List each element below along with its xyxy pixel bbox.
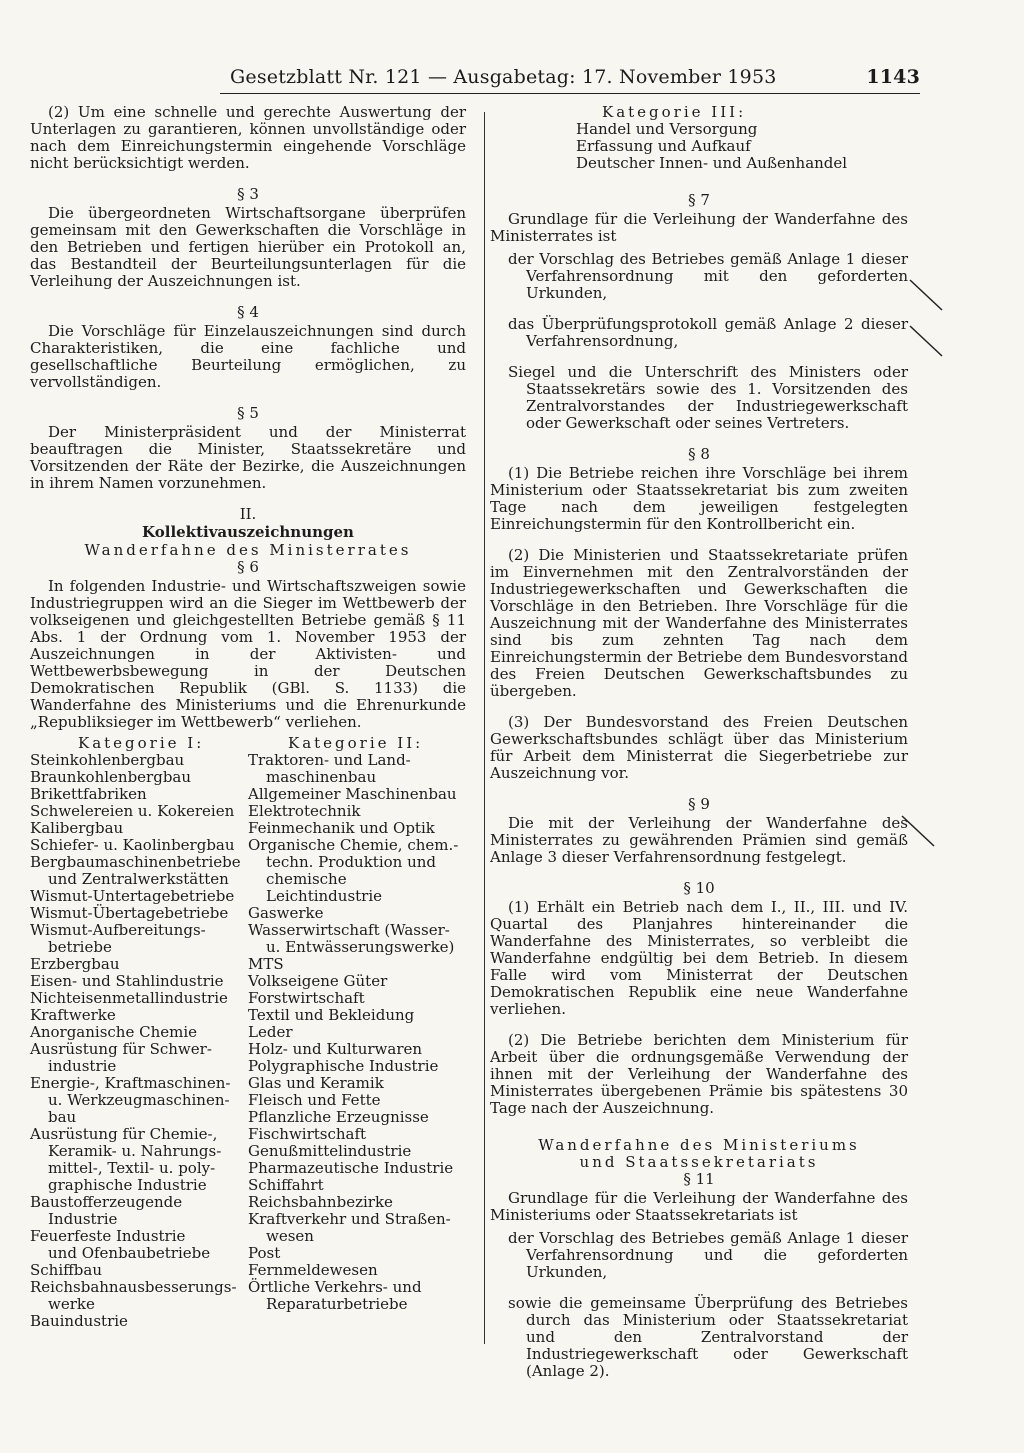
section-3-text: Die übergeordneten Wirtschaftsorgane überprüfen gemeinsam mit den Gewerkschaften die Vorschläge in den Betrieben und fertigen hierüber ein Protokoll an, das Bestandteil der Beurteilungsunterlagen für die Verleihung der Auszeichnungen ist.	[30, 204, 466, 290]
section-10-heading: § 10	[683, 879, 715, 897]
list-item: Kalibergbau	[30, 819, 124, 837]
list-item: u. Entwässerungswerke)	[266, 938, 455, 956]
list-item: chemische Leichtindustrie	[266, 870, 383, 905]
list-item: Siegel und die Unterschrift des Ministers oder Staatssekretärs sowie des 1. Vorsitzenden des Zentralvorstandes der Industriegewerkschaft oder Gewerkschaft oder seines Vertreters.	[508, 363, 908, 432]
list-item: Fleisch und Fette	[248, 1091, 381, 1109]
list-item: Wismut-Untertagebetriebe	[30, 887, 235, 905]
list-item: werke	[48, 1295, 95, 1313]
right-column	[490, 104, 908, 1394]
list-item: Erzbergbau	[30, 955, 120, 973]
wanderfahne-ministerium-line2: und Staatssekretariats	[579, 1153, 819, 1171]
section-6-heading: § 6	[237, 558, 259, 576]
list-item: Traktoren- und Land-	[248, 751, 411, 769]
section-8-p1: (1) Die Betriebe reichen ihre Vorschläge bei ihrem Ministerium oder Staatssekretariat bis zum zweiten Tage nach dem jeweiligen festgelegten Einreichungstermin für den Kontrollbericht ein.	[490, 464, 908, 533]
page-number: 1143	[866, 66, 920, 88]
list-item: u. Werkzeugmaschinen-	[48, 1091, 230, 1109]
list-item: Schiefer- u. Kaolinbergbau	[30, 836, 235, 854]
category-2-title: Kategorie II:	[288, 734, 424, 752]
list-item: Schwelereien u. Kokereien	[30, 802, 235, 820]
category-2-list	[248, 752, 466, 1313]
list-item: Reichsbahnausbesserungs-	[30, 1278, 237, 1296]
page-header	[230, 66, 920, 88]
list-item: der Vorschlag des Betriebes gemäß Anlage 1 dieser Verfahrensordnung mit den geforderten Urkunden,	[508, 250, 908, 302]
list-item: Volkseigene Güter	[248, 972, 388, 990]
section-6-text: In folgenden Industrie- und Wirtschaftszweigen sowie Industriegruppen wird an die Sieger im Wettbewerb der volkseigenen und gleichgestellten Betriebe gemäß § 11 Abs. 1 der Ordnung vom 1. November 1953 der Auszeichnungen in der Aktivisten- und Wettbewerbsbewegung in der Deutschen Demokratischen Republik (GBl. S. 1133) die Wanderfahne des Ministeriums und die Ehrenurkunde „Republiksieger im Wettbewerb“ verliehen.	[30, 577, 466, 731]
list-item: Glas und Keramik	[248, 1074, 384, 1092]
section-4-text: Die Vorschläge für Einzelauszeichnungen sind durch Charakteristiken, die eine fachliche und gesellschaftliche Beurteilung ermöglichen, zu vervollständigen.	[30, 322, 466, 391]
list-item: Textil und Bekleidung	[248, 1006, 415, 1024]
category-grid	[30, 735, 466, 1330]
section-8-p3: (3) Der Bundesvorstand des Freien Deutschen Gewerkschaftsbundes schlägt über das Ministerium für Arbeit dem Ministerrat die Siegerbetriebe zur Auszeichnung vor.	[490, 713, 908, 782]
section-10-p1: (1) Erhält ein Betrieb nach dem I., II., III. und IV. Quartal des Planjahres hintereinander die Wanderfahne des Ministerrates, so verbleibt die Wanderfahne endgültig bei dem Betrieb. In diesem Falle wird vom Ministerrat der Deutschen Demokratischen Republik eine neue Wanderfahne verliehen.	[490, 898, 908, 1018]
list-item: Energie-, Kraftmaschinen-	[30, 1074, 231, 1092]
margin-stroke-icon	[906, 322, 946, 362]
list-item: graphische Industrie	[48, 1176, 207, 1194]
section-11-list	[508, 1230, 908, 1380]
list-item: Reparaturbetriebe	[266, 1295, 408, 1313]
list-item: Wismut-Übertagebetriebe	[30, 904, 229, 922]
list-item: Organische Chemie, chem.-	[248, 836, 459, 854]
list-item: MTS	[248, 955, 284, 973]
list-item: Örtliche Verkehrs- und	[248, 1278, 422, 1296]
list-item: Bergbaumaschinenbetriebe	[30, 853, 241, 871]
category-1-list	[30, 752, 248, 1330]
list-item: Polygraphische Industrie	[248, 1057, 439, 1075]
list-item: Wismut-Aufbereitungs-	[30, 921, 206, 939]
list-item: Feinmechanik und Optik	[248, 819, 435, 837]
list-item: Anorganische Chemie	[30, 1023, 198, 1041]
list-item: und Ofenbaubetriebe	[48, 1244, 211, 1262]
list-item: Fernmeldewesen	[248, 1261, 378, 1279]
category-2	[248, 735, 466, 1330]
column-divider	[484, 112, 485, 1344]
section-5-text: Der Ministerpräsident und der Ministerrat beauftragen die Minister, Staatssekretäre und Vorsitzenden der Räte der Bezirke, die Auszeichnungen in ihrem Namen vorzunehmen.	[30, 423, 466, 492]
part-ii-subtitle: Wanderfahne des Ministerrates	[84, 541, 412, 559]
section-3-heading: § 3	[237, 185, 259, 203]
list-item: Elektrotechnik	[248, 802, 361, 820]
list-item: Post	[248, 1244, 281, 1262]
section-5-heading: § 5	[237, 404, 259, 422]
left-column	[30, 104, 466, 1330]
list-item: industrie	[48, 1057, 117, 1075]
list-item: Ausrüstung für Chemie-,	[30, 1125, 218, 1143]
margin-stroke-icon	[906, 276, 946, 316]
list-item: der Vorschlag des Betriebes gemäß Anlage 1 dieser Verfahrensordnung und die geforderten Urkunden,	[508, 1229, 908, 1281]
list-item: und Zentralwerkstätten	[48, 870, 229, 888]
list-item: Feuerfeste Industrie	[30, 1227, 186, 1245]
list-item: Handel und Versorgung	[576, 120, 758, 138]
category-1-title: Kategorie I:	[78, 734, 205, 752]
paragraph-2-2: (2) Um eine schnelle und gerechte Auswertung der Unterlagen zu garantieren, können unvollständige oder nach dem Einreichungstermin eingehende Vorschläge nicht berücksichtigt werden.	[30, 103, 466, 172]
list-item: sowie die gemeinsame Überprüfung des Betriebes durch das Ministerium oder Staatssekretariat und den Zentralvorstand der Industriegewerkschaft oder Gewerkschaft (Anlage 2).	[508, 1294, 908, 1380]
header-title: Gesetzblatt Nr. 121 — Ausgabetag: 17. November 1953	[230, 66, 777, 88]
margin-stroke-icon	[898, 812, 938, 852]
section-11-heading: § 11	[683, 1170, 715, 1188]
list-item: Schiffbau	[30, 1261, 102, 1279]
list-item: wesen	[266, 1227, 314, 1245]
list-item: Pharmazeutische Industrie	[248, 1159, 454, 1177]
list-item: Allgemeiner Maschinenbau	[248, 785, 457, 803]
list-item: Schiffahrt	[248, 1176, 324, 1194]
section-9-heading: § 9	[688, 795, 710, 813]
header-rule	[220, 93, 920, 94]
section-9-text: Die mit der Verleihung der Wanderfahne des Ministerrates zu gewährenden Prämien sind gemäß Anlage 3 dieser Verfahrensordnung festgelegt.	[490, 814, 908, 866]
part-ii-title: Kollektivauszeichnungen	[142, 523, 354, 541]
list-item: Nichteisenmetallindustrie	[30, 989, 228, 1007]
list-item: Gaswerke	[248, 904, 324, 922]
category-3	[576, 104, 908, 172]
section-7-heading: § 7	[688, 191, 710, 209]
section-11-intro: Grundlage für die Verleihung der Wanderfahne des Ministeriums oder Staatssekretariats ist	[490, 1189, 908, 1224]
list-item: Baustofferzeugende	[30, 1193, 183, 1211]
category-1	[30, 735, 248, 1330]
section-8-p2: (2) Die Ministerien und Staatssekretariate prüfen im Einvernehmen mit den Zentralvorständen der Industriegewerkschaften und Gewerkschaften die Vorschläge in den Betrieben. Ihre Vorschläge für die Auszeichnung mit der Wanderfahne des Ministerrates sind bis zum zehnten Tag nach dem Einreichungstermin der Betriebe dem Bundesvorstand des Freien Deutschen Gewerkschaftsbundes zu übergeben.	[490, 546, 908, 700]
list-item: Brikettfabriken	[30, 785, 147, 803]
list-item: Wasserwirtschaft (Wasser-	[248, 921, 450, 939]
list-item: Eisen- und Stahlindustrie	[30, 972, 224, 990]
list-item: Braunkohlenbergbau	[30, 768, 192, 786]
list-item: Holz- und Kulturwaren	[248, 1040, 423, 1058]
list-item: Bauindustrie	[30, 1312, 128, 1330]
list-item: Steinkohlenbergbau	[30, 751, 185, 769]
list-item: betriebe	[48, 938, 112, 956]
list-item: Industrie	[48, 1210, 118, 1228]
list-item: maschinenbau	[266, 768, 377, 786]
list-item: Ausrüstung für Schwer-	[30, 1040, 212, 1058]
category-3-title: Kategorie III:	[602, 103, 747, 121]
list-item: mittel-, Textil- u. poly-	[48, 1159, 216, 1177]
list-item: Deutscher Innen- und Außenhandel	[576, 154, 848, 172]
list-item: Pflanzliche Erzeugnisse	[248, 1108, 429, 1126]
list-item: Kraftverkehr und Straßen-	[248, 1210, 451, 1228]
section-8-heading: § 8	[688, 445, 710, 463]
list-item: Leder	[248, 1023, 293, 1041]
list-item: bau	[48, 1108, 77, 1126]
list-item: Fischwirtschaft	[248, 1125, 367, 1143]
list-item: techn. Produktion und	[266, 853, 437, 871]
part-ii-roman: II.	[239, 505, 257, 523]
list-item: Reichsbahnbezirke	[248, 1193, 393, 1211]
section-7-list	[508, 251, 908, 432]
list-item: das Überprüfungsprotokoll gemäß Anlage 2 dieser Verfahrensordnung,	[508, 315, 908, 350]
section-4-heading: § 4	[237, 303, 259, 321]
list-item: Keramik- u. Nahrungs-	[48, 1142, 222, 1160]
wanderfahne-ministerium-line1: Wanderfahne des Ministeriums	[538, 1136, 860, 1154]
section-10-p2: (2) Die Betriebe berichten dem Ministerium für Arbeit über die ordnungsgemäße Verwendung der ihnen mit der Verleihung der Wanderfahne des Ministerrates übergebenen Prämie bis spätestens 30 Tage nach der Auszeichnung.	[490, 1031, 908, 1117]
list-item: Genußmittelindustrie	[248, 1142, 412, 1160]
list-item: Erfassung und Aufkauf	[576, 137, 751, 155]
list-item: Kraftwerke	[30, 1006, 116, 1024]
section-7-intro: Grundlage für die Verleihung der Wanderfahne des Ministerrates ist	[490, 210, 908, 245]
list-item: Forstwirtschaft	[248, 989, 365, 1007]
